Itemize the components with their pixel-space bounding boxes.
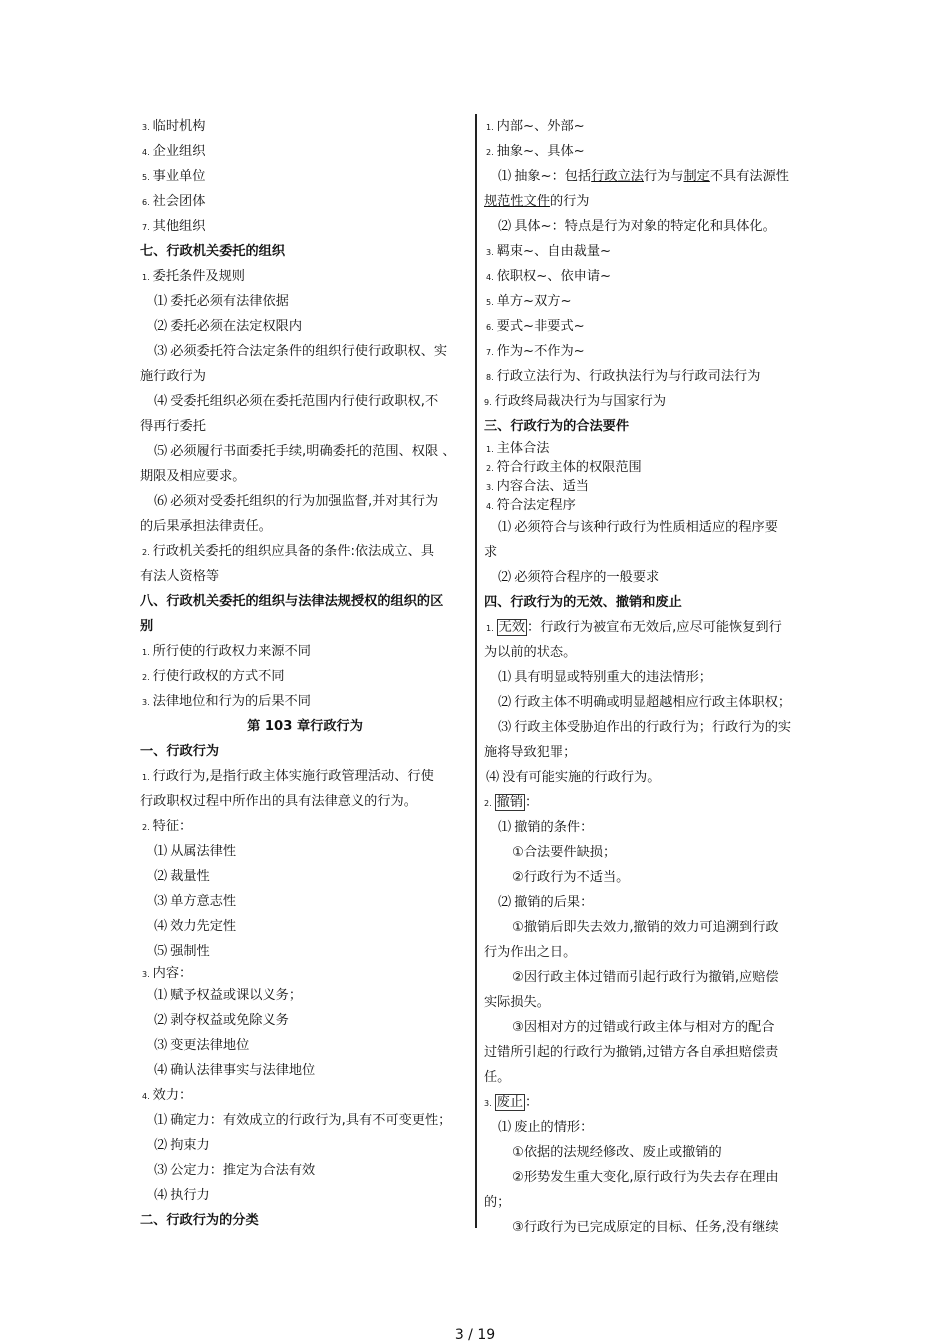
list-item: ⑴ 确定力：有效成立的行政行为,具有不可变更性； xyxy=(154,1113,452,1128)
section-heading: 一、行政行为 xyxy=(140,744,220,759)
right-column xyxy=(484,114,814,1240)
text-line: 任。 xyxy=(484,1070,511,1085)
list-item: 6. 社会团体 xyxy=(142,194,206,209)
text-line: 施行政行为 xyxy=(140,369,206,384)
list-item: 1. 委托条件及规则 xyxy=(142,269,245,284)
list-item: ⑷ 执行力 xyxy=(154,1188,210,1203)
list-item: ①依据的法规经修改、废止或撤销的 xyxy=(512,1145,722,1160)
column-divider xyxy=(475,114,477,1228)
list-item: ③因相对方的过错或行政主体与相对方的配合 xyxy=(512,1020,775,1035)
list-item: ⑷ 效力先定性 xyxy=(154,919,237,934)
list-item: 1. 主体合法 xyxy=(486,441,550,456)
list-item: 2. 符合行政主体的权限范围 xyxy=(486,460,642,475)
list-item: 2. 撤销 ： xyxy=(484,795,539,810)
list-item: 2. 抽象~、具体~ xyxy=(486,144,585,159)
list-item: ⑷ 确认法律事实与法律地位 xyxy=(154,1063,316,1078)
underlined-term: 制定 xyxy=(683,169,710,184)
list-item: 4. 企业组织 xyxy=(142,144,206,159)
list-item: 3. 内容： xyxy=(142,966,193,981)
list-item: ⑵ 行政主体不明确或明显超越相应行政主体职权； xyxy=(498,695,792,710)
section-heading: 二、行政行为的分类 xyxy=(140,1213,259,1228)
list-item: ⑴ 抽象~：包括行政立法行为与制定不具有法源性 xyxy=(498,169,789,184)
list-item: 2. 特征： xyxy=(142,819,193,834)
list-item: 3. 废止 ： xyxy=(484,1095,539,1110)
text-line: 期限及相应要求。 xyxy=(140,469,246,484)
list-item: 3. 羁束~、自由裁量~ xyxy=(486,244,612,259)
list-item: ⑵ 必须符合程序的一般要求 xyxy=(498,570,660,585)
boxed-term: 撤销 xyxy=(496,795,524,810)
list-item: ⑵ 拘束力 xyxy=(154,1138,210,1153)
section-heading: 八、行政机关委托的组织与法律法规授权的组织的区 xyxy=(140,594,444,609)
list-item: ⑵ 具体~：特点是行为对象的特定化和具体化。 xyxy=(498,219,776,234)
list-item: 3. 内容合法、适当 xyxy=(486,479,589,494)
list-item: ⑵ 撤销的后果： xyxy=(498,895,594,910)
text-line: 的； xyxy=(484,1195,511,1210)
list-item: ⑹ 必须对受委托组织的行为加强监督,并对其行为 xyxy=(154,494,439,509)
list-item: 1. 所行使的行政权力来源不同 xyxy=(142,644,311,659)
list-item: ⑶ 必须委托符合法定条件的组织行使行政职权、实 xyxy=(154,344,448,359)
list-item: ①撤销后即失去效力,撤销的效力可追溯到行政 xyxy=(512,920,779,935)
section-heading: 七、行政机关委托的组织 xyxy=(140,244,286,259)
list-item: ⑷ 没有可能实施的行政行为。 xyxy=(486,770,661,785)
list-item: ①合法要件缺损； xyxy=(512,845,617,860)
list-item: ⑶ 行政主体受胁迫作出的行政行为；行政行为的实 xyxy=(498,720,792,735)
text-line: 过错所引起的行政行为撤销,过错方各自承担赔偿责 xyxy=(484,1045,779,1060)
list-item: 4. 符合法定程序 xyxy=(486,498,576,513)
left-column xyxy=(140,114,470,1233)
list-item: 2. 行政机关委托的组织应具备的条件:依法成立、具 xyxy=(142,544,435,559)
list-item: ⑵ 裁量性 xyxy=(154,869,210,884)
list-item: ⑸ 必须履行书面委托手续,明确委托的范围、权限 、 xyxy=(154,444,456,459)
list-item: 7. 其他组织 xyxy=(142,219,206,234)
list-item: 2. 行使行政权的方式不同 xyxy=(142,669,285,684)
boxed-term: 废止 xyxy=(496,1095,524,1110)
section-heading: 三、行政行为的合法要件 xyxy=(484,419,630,434)
text-line: 有法人资格等 xyxy=(140,569,220,584)
text-line: 为以前的状态。 xyxy=(484,645,577,660)
list-item: ③行政行为已完成原定的目标、任务,没有继续 xyxy=(512,1220,779,1235)
list-item: ②形势发生重大变化,原行政行为失去存在理由 xyxy=(512,1170,779,1185)
list-item: 5. 单方~双方~ xyxy=(486,294,572,309)
list-item: 1. 行政行为,是指行政主体实施行政管理活动、行使 xyxy=(142,769,434,784)
list-item: ⑴ 从属法律性 xyxy=(154,844,237,859)
list-item: 4. 依职权~、依申请~ xyxy=(486,269,612,284)
list-item: 3. 法律地位和行为的后果不同 xyxy=(142,694,311,709)
underlined-term: 规范性文件 xyxy=(484,194,550,209)
list-item: ②行政行为不适当。 xyxy=(512,870,630,885)
text-line: 得再行委托 xyxy=(140,419,206,434)
list-item: ⑷ 受委托组织必须在委托范围内行使行政职权,不 xyxy=(154,394,439,409)
text-line: 求 xyxy=(484,545,498,560)
text-line: 行为作出之日。 xyxy=(484,945,577,960)
section-heading: 四、行政行为的无效、撤销和废止 xyxy=(484,595,682,610)
underlined-term: 行政立法 xyxy=(591,169,644,184)
list-item: ⑴ 具有明显或特别重大的违法情形； xyxy=(498,670,712,685)
list-item: 7. 作为~不作为~ xyxy=(486,344,585,359)
boxed-term: 无效 xyxy=(498,620,526,635)
list-item: ②因行政主体过错而引起行政行为撤销,应赔偿 xyxy=(512,970,779,985)
list-item: 9. 行政终局裁决行为与国家行为 xyxy=(484,394,667,409)
list-item: 6. 要式~非要式~ xyxy=(486,319,585,334)
text-line: 规范性文件的行为 xyxy=(484,194,590,209)
list-item: 4. 效力： xyxy=(142,1088,193,1103)
list-item: 8. 行政立法行为、行政执法行为与行政司法行为 xyxy=(486,369,761,384)
page-number: 3 / 19 xyxy=(454,1327,496,1343)
list-item: ⑴ 赋予权益或课以义务； xyxy=(154,988,303,1003)
list-item: ⑶ 单方意志性 xyxy=(154,894,237,909)
text-line: 施将导致犯罪； xyxy=(484,745,577,760)
list-item: ⑴ 委托必须有法律依据 xyxy=(154,294,289,309)
list-item: ⑵ 委托必须在法定权限内 xyxy=(154,319,303,334)
text-line: 行政职权过程中所作出的具有法律意义的行为。 xyxy=(140,794,417,809)
section-heading: 别 xyxy=(140,619,154,634)
list-item: ⑸ 强制性 xyxy=(154,944,210,959)
list-item: ⑴ 废止的情形： xyxy=(498,1120,594,1135)
list-item: ⑴ 撤销的条件： xyxy=(498,820,594,835)
list-item: ⑶ 公定力：推定为合法有效 xyxy=(154,1163,316,1178)
list-item: ⑶ 变更法律地位 xyxy=(154,1038,250,1053)
list-item: ⑴ 必须符合与该种行政行为性质相适应的程序要 xyxy=(498,520,778,535)
list-item: 1. 内部~、外部~ xyxy=(486,119,585,134)
list-item: 3. 临时机构 xyxy=(142,119,206,134)
list-item: 5. 事业单位 xyxy=(142,169,206,184)
text-line: 实际损失。 xyxy=(484,995,550,1010)
text-line: 的后果承担法律责任。 xyxy=(140,519,272,534)
list-item: 1. 无效 ：行政行为被宣布无效后,应尽可能恢复到行 xyxy=(486,620,782,635)
list-item: ⑵ 剥夺权益或免除义务 xyxy=(154,1013,289,1028)
chapter-title: 第 103 章行政行为 xyxy=(247,719,363,734)
